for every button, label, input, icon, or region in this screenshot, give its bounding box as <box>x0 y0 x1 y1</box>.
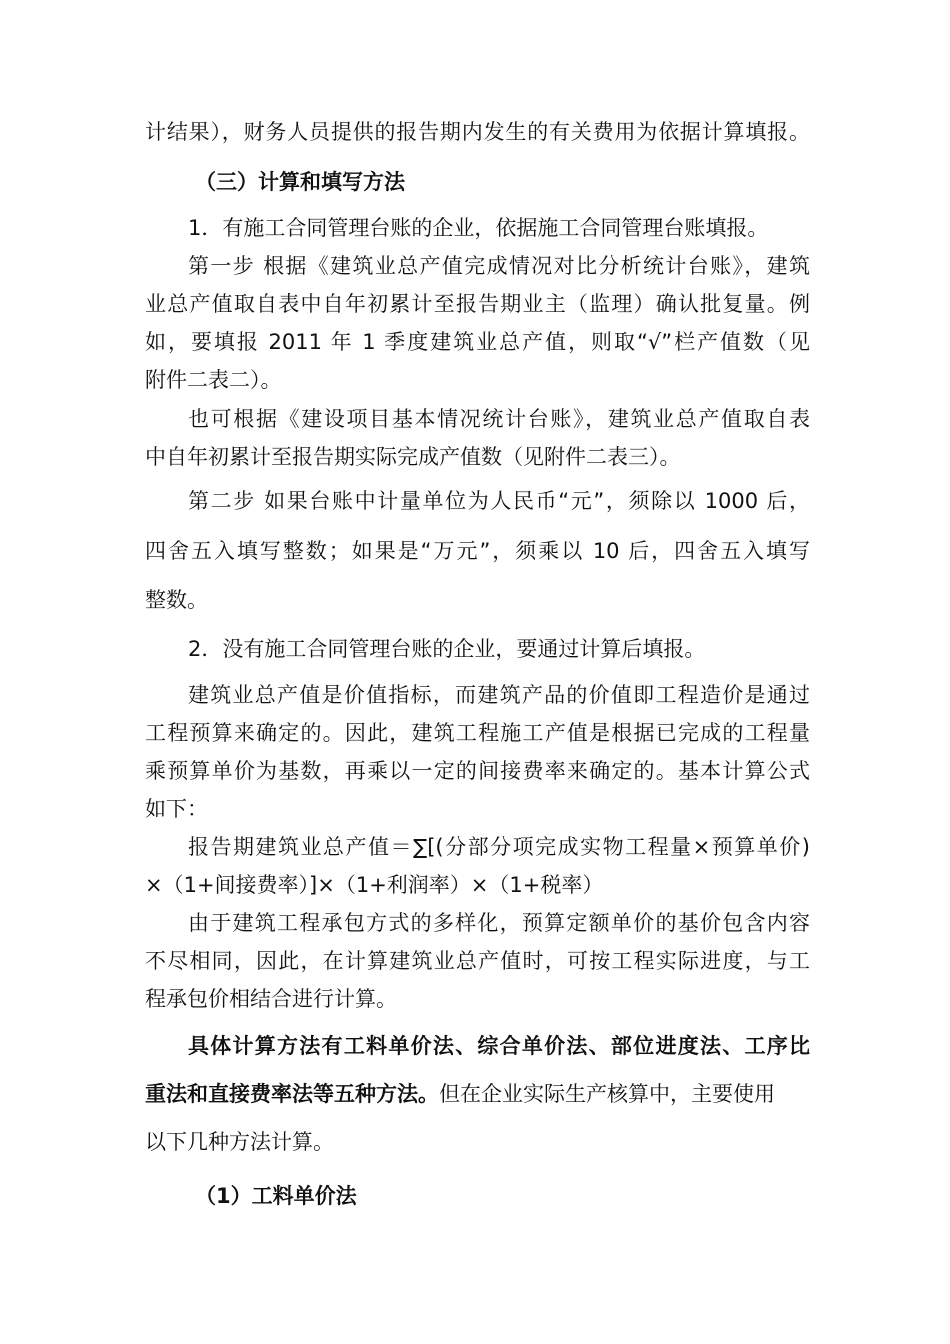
paragraph-line: 建筑业总产值是价值指标，而建筑产品的价值即工程造价是通过 <box>188 683 810 707</box>
paragraph-line: 如，要填报 2011 年 1 季度建筑业总产值，则取“√”栏产值数（见 <box>145 330 810 354</box>
paragraph-line: 1．有施工合同管理台账的企业，依据施工合同管理台账填报。 <box>188 216 769 240</box>
bold-phrase: 重法和直接费率法等五种方法。 <box>145 1082 439 1106</box>
paragraph-line: 也可根据《建设项目基本情况统计台账》，建筑业总产值取自表 <box>188 407 810 431</box>
paragraph-line: 四舍五入填写整数；如果是“万元”，须乘以 10 后，四舍五入填写 <box>145 539 810 563</box>
plain-phrase: 但在企业实际生产核算中，主要使用 <box>439 1082 775 1106</box>
mixed-paragraph-line <box>145 1079 810 1109</box>
paragraph-line: 附件二表二）。 <box>145 368 282 392</box>
paragraph-line: 不尽相同，因此，在计算建筑业总产值时，可按工程实际进度，与工 <box>145 949 810 973</box>
bold-paragraph-line: 具体计算方法有工料单价法、综合单价法、部位进度法、工序比 <box>188 1034 810 1058</box>
paragraph-line: 以下几种方法计算。 <box>145 1130 334 1154</box>
paragraph-line: 第一步 根据《建筑业总产值完成情况对比分析统计台账》，建筑 <box>188 254 810 278</box>
paragraph-line: 计结果），财务人员提供的报告期内发生的有关费用为依据计算填报。 <box>145 120 810 144</box>
formula-line: ×（1+间接费率）]×（1+利润率）×（1+税率） <box>145 873 604 897</box>
formula-line: 报告期建筑业总产值＝∑[(分部分项完成实物工程量×预算单价) <box>188 835 810 859</box>
subsection-heading: （1）工料单价法 <box>195 1184 357 1208</box>
paragraph-line: 由于建筑工程承包方式的多样化，预算定额单价的基价包含内容 <box>188 911 810 935</box>
paragraph-line: 工程预算来确定的。因此，建筑工程施工产值是根据已完成的工程量 <box>145 721 810 745</box>
paragraph-line: 中自年初累计至报告期实际完成产值数（见附件二表三）。 <box>145 445 681 469</box>
section-heading: （三）计算和填写方法 <box>195 170 405 194</box>
paragraph-line: 业总产值取自表中自年初累计至报告期业主（监理）确认批复量。例 <box>145 292 810 316</box>
paragraph-line: 整数。 <box>145 588 208 612</box>
paragraph-line: 如下： <box>145 797 208 821</box>
paragraph-line: 2．没有施工合同管理台账的企业，要通过计算后填报。 <box>188 637 706 661</box>
paragraph-line: 乘预算单价为基数，再乘以一定的间接费率来确定的。基本计算公式 <box>145 759 810 783</box>
paragraph-line: 第二步 如果台账中计量单位为人民币“元”，须除以 1000 后， <box>188 489 810 513</box>
paragraph-line: 程承包价相结合进行计算。 <box>145 987 397 1011</box>
